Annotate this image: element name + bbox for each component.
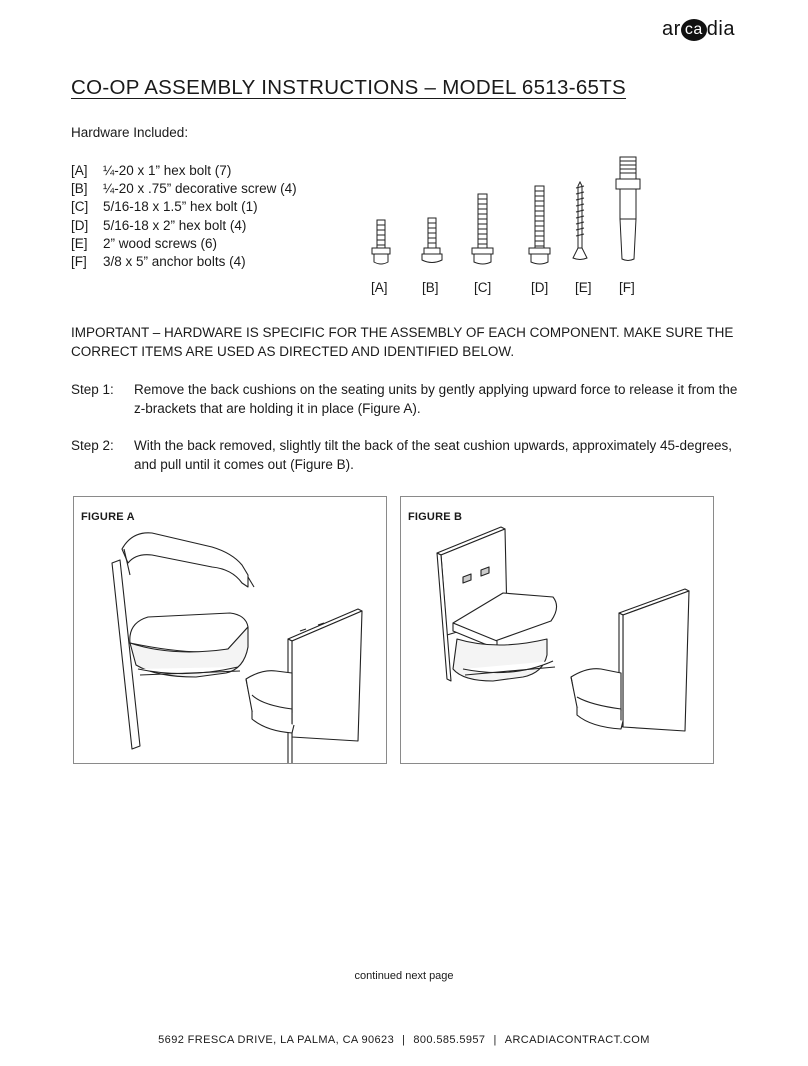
- step-text: With the back removed, slightly tilt the back of the seat cushion upwards, approximately 45-degrees, and pull until it comes out (Figure B).: [134, 438, 733, 472]
- hardware-label-e: [E]: [575, 280, 592, 295]
- hardware-desc: 2” wood screws (6): [103, 235, 218, 251]
- footer-separator: |: [402, 1034, 406, 1046]
- figure-a: [73, 496, 387, 764]
- hardware-illustration: [360, 152, 660, 302]
- hardware-desc: 5/16-18 x 1.5” hex bolt (1): [103, 199, 258, 215]
- figure-b-label: FIGURE B: [408, 511, 463, 523]
- hardware-label-a: [A]: [371, 280, 388, 295]
- logo-prefix: ar: [662, 18, 681, 40]
- figure-b: [400, 496, 714, 764]
- step-label: Step 2:: [71, 438, 114, 453]
- footer: [0, 1034, 808, 1046]
- bolt-c-icon: [472, 194, 493, 264]
- continued-note: continued next page: [354, 970, 454, 982]
- figure-a-illustration: [74, 497, 386, 763]
- step-text: Remove the back cushions on the seating units by gently applying upward force to release it from the z-brackets that are holding it in place (Figure A).: [134, 382, 738, 416]
- hardware-code: [E]: [71, 235, 88, 251]
- hardware-item: [71, 217, 297, 235]
- bolt-a-icon: [372, 220, 390, 264]
- logo-ring: ca: [681, 19, 707, 41]
- hardware-code: [F]: [71, 254, 87, 270]
- hardware-code: [C]: [71, 199, 89, 215]
- figure-b-illustration: [401, 497, 713, 763]
- hardware-label-f: [F]: [619, 280, 635, 295]
- hardware-desc: ¼-20 x .75” decorative screw (4): [103, 181, 297, 197]
- footer-separator: |: [493, 1034, 497, 1046]
- footer-address: 5692 FRESCA DRIVE, LA PALMA, CA 90623: [158, 1034, 395, 1046]
- hardware-list: [71, 162, 297, 271]
- wood-screw-e-icon: [573, 182, 587, 260]
- hardware-code: [D]: [71, 217, 89, 233]
- hardware-heading: Hardware Included:: [71, 125, 189, 140]
- hardware-desc: ¼-20 x 1” hex bolt (7): [103, 163, 232, 178]
- hardware-desc: 5/16-18 x 2” hex bolt (4): [103, 217, 247, 233]
- hardware-item: [71, 253, 297, 271]
- hardware-code: [B]: [71, 181, 88, 197]
- hardware-item: [71, 180, 297, 198]
- step-2: [71, 436, 743, 474]
- hardware-item: [71, 198, 297, 216]
- step-1: [71, 380, 743, 418]
- hardware-label-c: [C]: [474, 280, 492, 295]
- logo-suffix: dia: [706, 18, 735, 40]
- footer-website: ARCADIACONTRACT.COM: [504, 1034, 650, 1046]
- bolt-d-icon: [529, 186, 550, 264]
- figure-a-label: FIGURE A: [81, 511, 135, 523]
- page-title: CO-OP ASSEMBLY INSTRUCTIONS – MODEL 6513-65TS: [71, 76, 627, 99]
- anchor-bolt-f-icon: [616, 157, 640, 261]
- brand-logo: [662, 18, 735, 41]
- hardware-item: [71, 162, 297, 180]
- hardware-label-b: [B]: [422, 280, 439, 295]
- hardware-item: [71, 235, 297, 253]
- step-label: Step 1:: [71, 382, 114, 397]
- important-notice: IMPORTANT – HARDWARE IS SPECIFIC FOR THE ASSEMBLY OF EACH COMPONENT. MAKE SURE THE CORRECT ITEMS ARE USED AS DIRECTED AND IDENTIFIED BELOW.: [71, 325, 734, 359]
- screw-b-icon: [422, 218, 442, 263]
- hardware-label-d: [D]: [531, 280, 549, 295]
- hardware-desc: 3/8 x 5” anchor bolts (4): [103, 254, 246, 270]
- footer-phone: 800.585.5957: [413, 1034, 486, 1046]
- hardware-code: [A]: [71, 163, 88, 178]
